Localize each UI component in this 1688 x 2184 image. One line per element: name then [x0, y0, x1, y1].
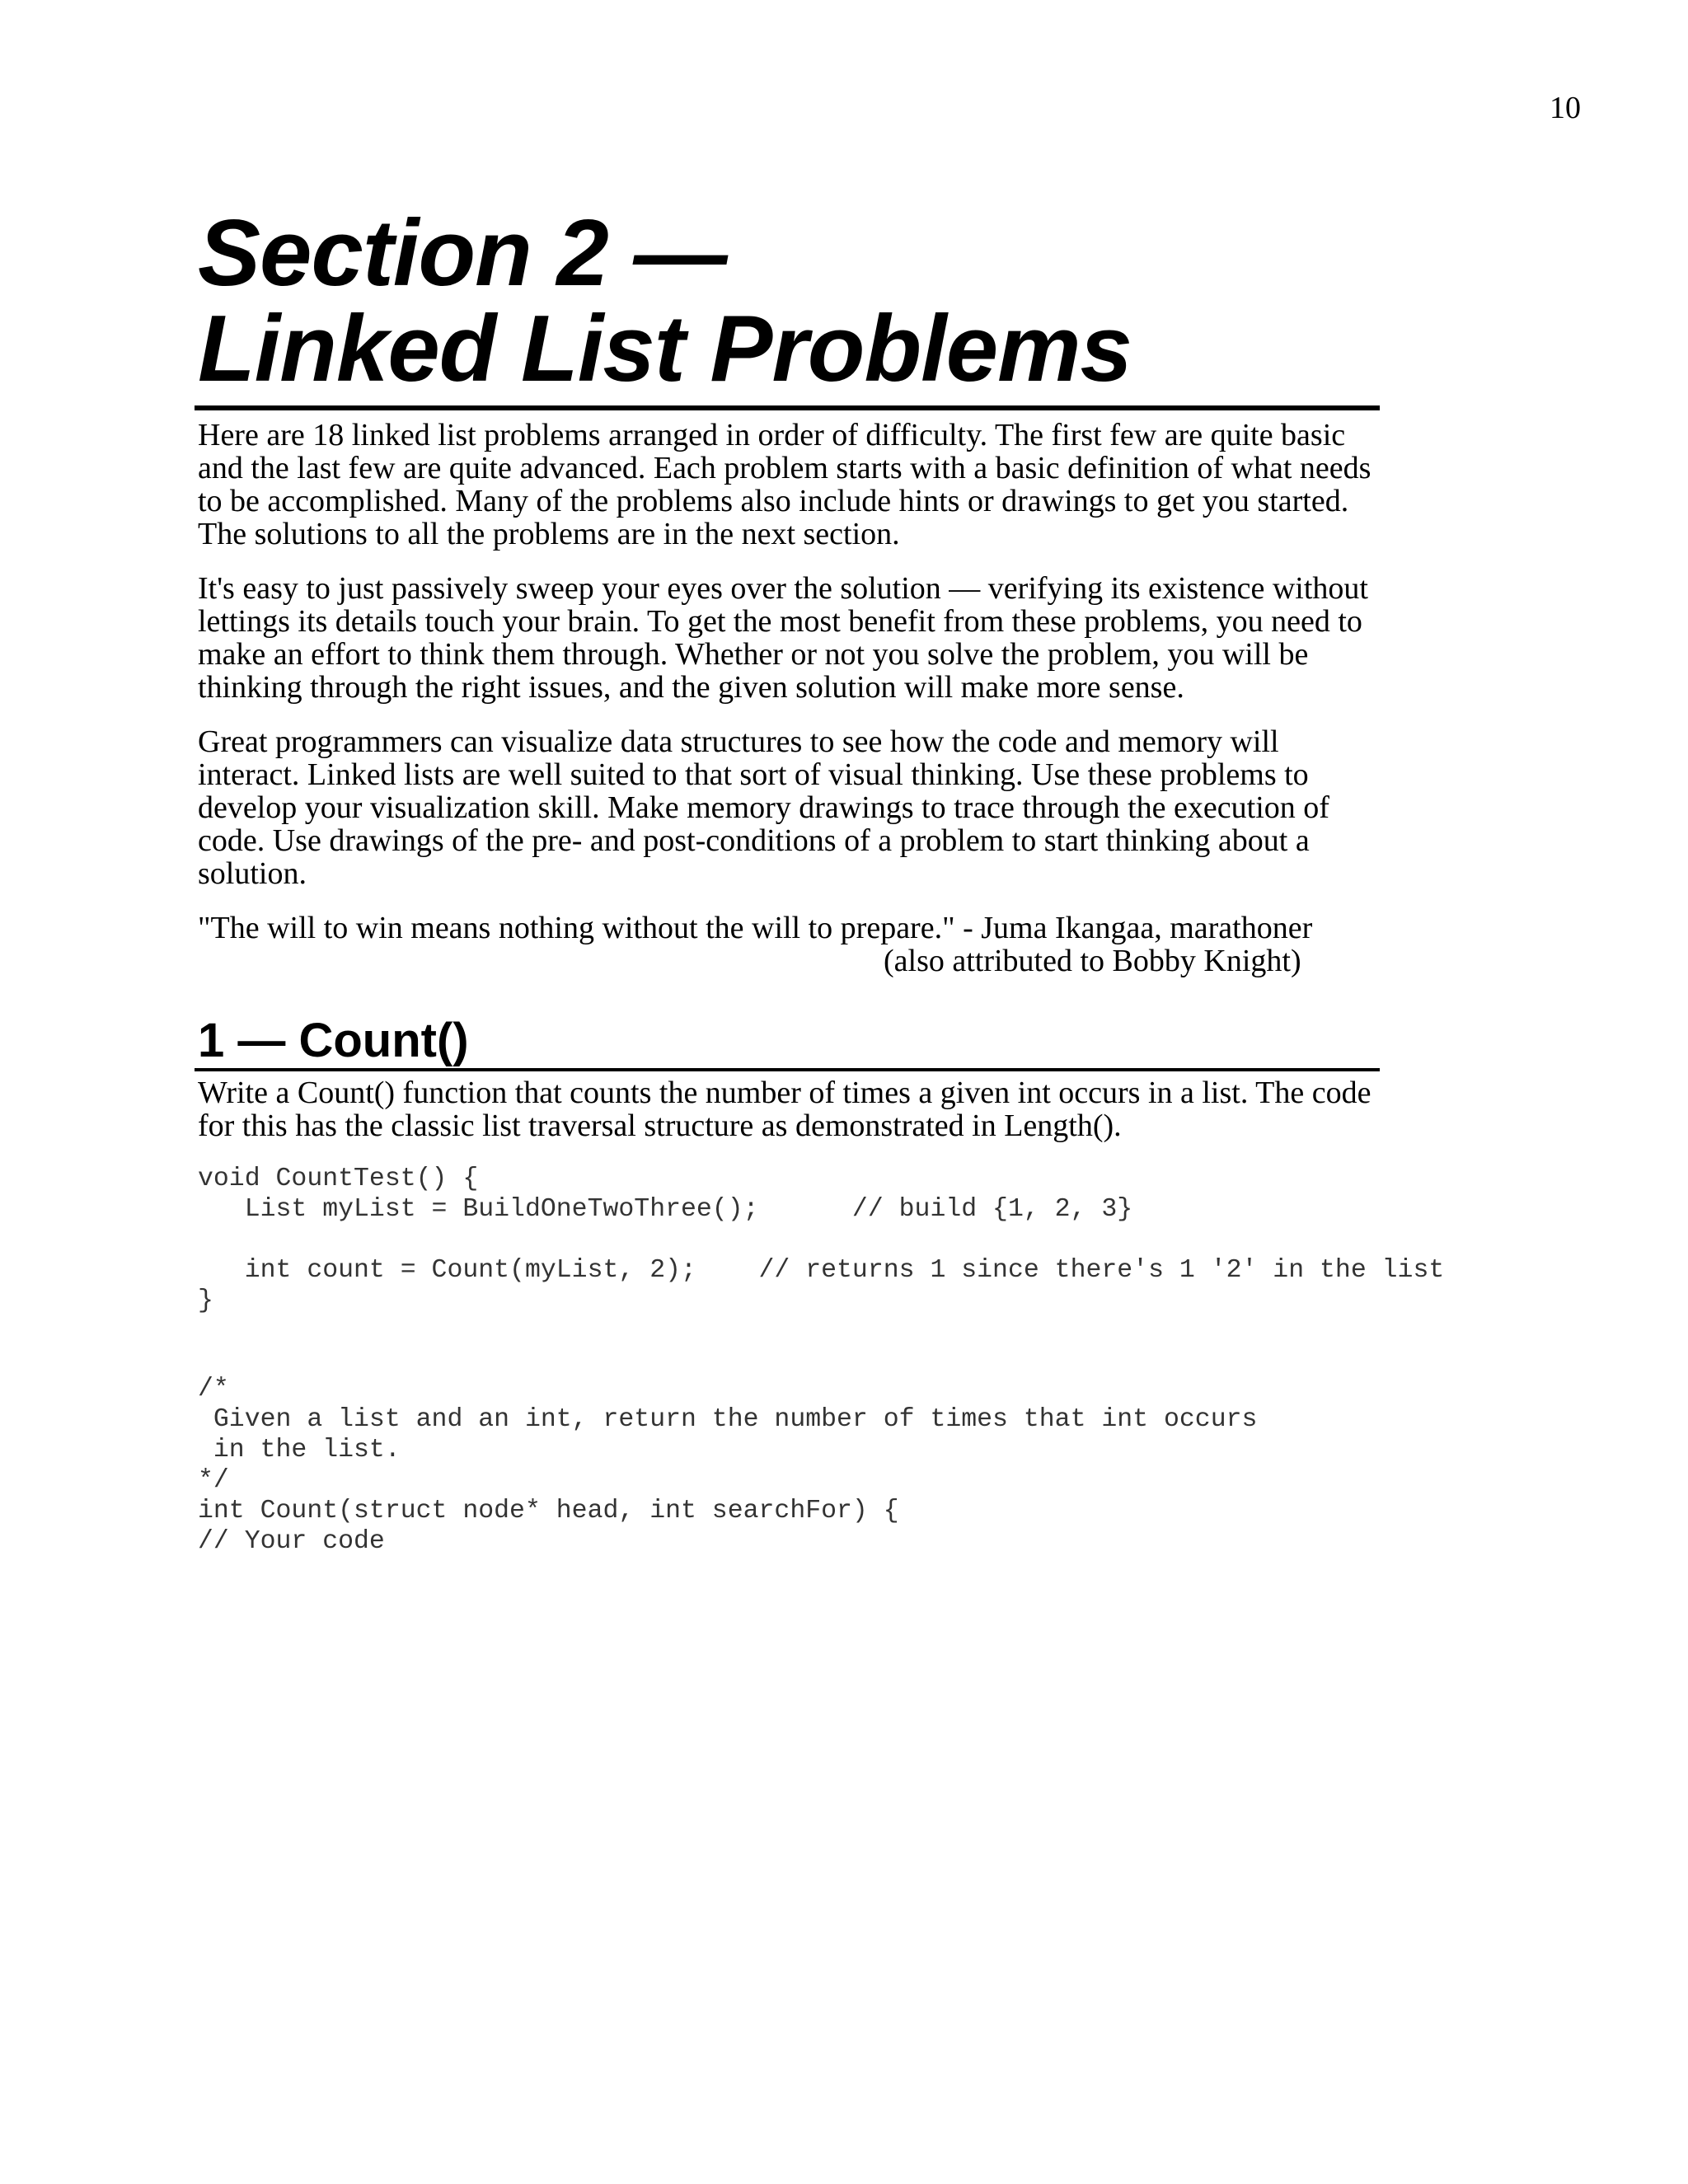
code-block-count-stub: /* Given a list and an int, return the number of times that int occurs in the list. */ int Count(struct node* head, int searchFor) { // Your code [198, 1375, 1258, 1556]
section-title [198, 201, 1376, 401]
intro-paragraph-1: Here are 18 linked list problems arranged in order of difficulty. The first few are quite basic and the last few are quite advanced. Each problem starts with a basic definition of what needs to be accomplished. Many of the problems also include hints or drawings to get you started. The solutions to all the problems are in the next section. [198, 418, 1372, 551]
intro-paragraph-2: It's easy to just passively sweep your eyes over the solution — verifying its existence without lettings its details touch your brain. To get the most benefit from these problems, you need to make an effort to think them through. Whether or not you solve the problem, you will be thinking through the right issues, and the given solution will make more sense. [198, 571, 1368, 705]
problem-description: Write a Count() function that counts the number of times a given int occurs in a list. The code for this has the classic list traversal structure as demonstrated in Length(). [198, 1076, 1372, 1143]
section-title-line-2: Linked List Problems [198, 297, 1132, 401]
intro-paragraph-3: Great programmers can visualize data structures to see how the code and memory will interact. Linked lists are well suited to that sort of visual thinking. Use these problems to develop your visualization skill. Make memory drawings to trace through the execution of code. Use drawings of the pre- and post-conditions of a problem to start thinking about a solution. [198, 724, 1329, 891]
section-title-rule [195, 405, 1380, 410]
section-title-line-1: Section 2 — [198, 201, 727, 306]
page-number: 10 [1550, 91, 1581, 125]
page-content [198, 201, 1445, 1557]
quote-text: "The will to win means nothing without the will to prepare." - Juma Ikangaa, marathoner [198, 911, 1313, 945]
quote-attribution: (also attributed to Bobby Knight) [884, 944, 1301, 978]
problem-heading-rule [195, 1068, 1380, 1071]
code-block-count-test: void CountTest() { List myList = BuildOneTwoThree(); // build {1, 2, 3} int count = Count(myList, 2); // returns 1 since there's 1 '2' in the list } [198, 1165, 1445, 1315]
problem-heading: 1 — Count() [198, 1014, 469, 1067]
